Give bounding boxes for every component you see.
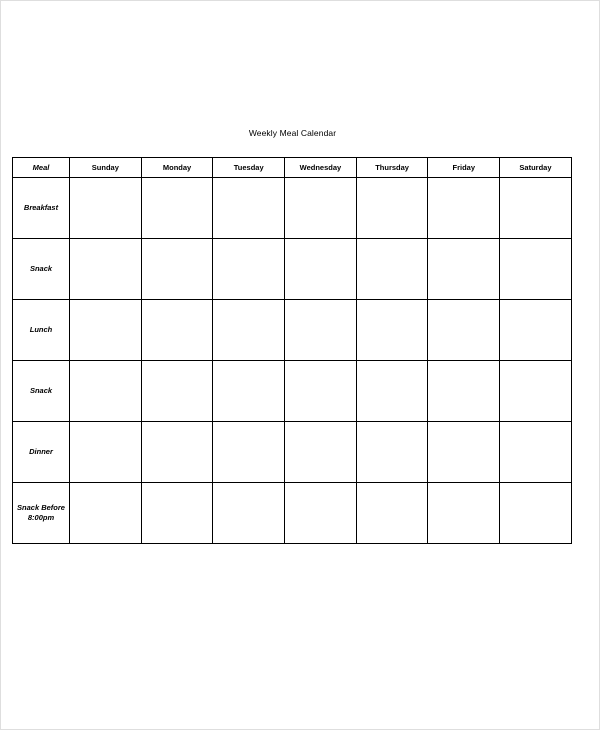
day-header-thursday: Thursday [356,158,428,178]
meal-column-header: Meal [13,158,70,178]
meal-cell[interactable] [500,300,572,361]
meal-cell[interactable] [356,422,428,483]
meal-cell[interactable] [141,483,213,544]
table-row [13,483,572,544]
meal-cell[interactable] [500,483,572,544]
meal-label-text: Lunch [29,325,53,334]
meal-cell[interactable] [141,300,213,361]
meal-cell[interactable] [428,300,500,361]
meal-label-text: Breakfast [23,203,59,212]
meal-label-text: Snack [29,386,53,395]
meal-cell[interactable] [70,300,142,361]
meal-cell[interactable] [500,239,572,300]
meal-cell[interactable] [285,300,357,361]
meal-cell[interactable] [70,422,142,483]
day-header-friday: Friday [428,158,500,178]
header-row [13,158,572,178]
meal-calendar-table [12,157,572,544]
meal-label-text: Snack Before [17,503,65,512]
meal-label-lunch [13,300,70,361]
meal-cell[interactable] [285,422,357,483]
meal-cell[interactable] [428,483,500,544]
meal-cell[interactable] [213,483,285,544]
meal-cell[interactable] [428,239,500,300]
meal-label-text: Dinner [29,447,53,456]
day-header-saturday: Saturday [500,158,572,178]
table-row [13,361,572,422]
meal-cell[interactable] [141,361,213,422]
meal-cell[interactable] [70,361,142,422]
meal-cell[interactable] [428,422,500,483]
day-header-wednesday: Wednesday [285,158,357,178]
meal-cell[interactable] [356,483,428,544]
meal-cell[interactable] [428,361,500,422]
table-row [13,239,572,300]
meal-cell[interactable] [428,178,500,239]
meal-cell[interactable] [500,361,572,422]
meal-label-dinner [13,422,70,483]
meal-cell[interactable] [213,422,285,483]
meal-cell[interactable] [285,239,357,300]
meal-cell[interactable] [70,239,142,300]
meal-cell[interactable] [213,361,285,422]
meal-cell[interactable] [70,178,142,239]
meal-cell[interactable] [70,483,142,544]
meal-cell[interactable] [285,178,357,239]
meal-cell[interactable] [500,178,572,239]
meal-label-snack-afternoon [13,361,70,422]
meal-cell[interactable] [356,239,428,300]
meal-cell[interactable] [141,178,213,239]
table-row [13,178,572,239]
table-row [13,422,572,483]
meal-cell[interactable] [141,239,213,300]
meal-cell[interactable] [356,178,428,239]
meal-cell[interactable] [213,178,285,239]
page-title: Weekly Meal Calendar [248,128,337,138]
meal-label-subtext: 8:00pm [27,513,55,522]
meal-label-breakfast [13,178,70,239]
meal-cell[interactable] [500,422,572,483]
meal-cell[interactable] [356,300,428,361]
meal-cell[interactable] [285,483,357,544]
day-header-sunday: Sunday [70,158,142,178]
meal-cell[interactable] [213,300,285,361]
table-row [13,300,572,361]
meal-cell[interactable] [356,361,428,422]
meal-label-snack-evening [13,483,70,544]
meal-cell[interactable] [141,422,213,483]
day-header-tuesday: Tuesday [213,158,285,178]
meal-label-text: Snack [29,264,53,273]
meal-label-snack-morning [13,239,70,300]
meal-cell[interactable] [213,239,285,300]
day-header-monday: Monday [141,158,213,178]
meal-cell[interactable] [285,361,357,422]
